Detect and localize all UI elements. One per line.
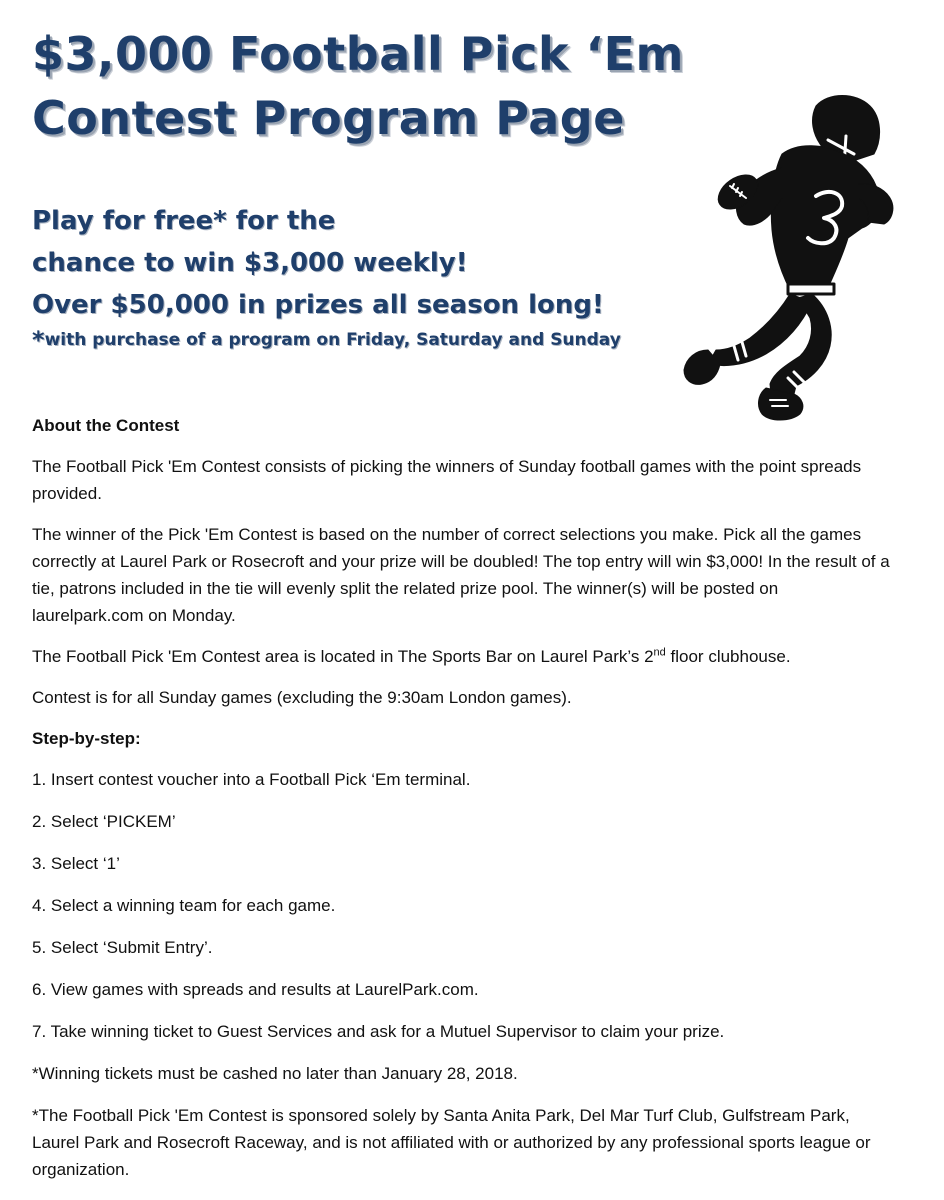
cash-deadline-note: *Winning tickets must be cashed no later than January 28, 2018. (32, 1064, 518, 1083)
step-item: 4. Select a winning team for each game. (32, 896, 336, 915)
about-paragraph-2: The winner of the Pick 'Em Contest is based on the number of correct selections you make. Pick all the games correctly at Laurel Park or Rosecroft and your prize will be doubled! The top entry will win $3,000! In the result of a tie, patrons included in the tie will evenly split the related prize pool. The winner(s) will be posted on laurelpark.com on Monday. (32, 525, 890, 625)
promo-line-1: Play for free* for the (32, 206, 336, 236)
promo-footnote-text: with purchase of a program on Friday, Saturday and Sunday (44, 330, 621, 350)
steps-list (32, 766, 892, 1087)
title-line-2: Contest Program Page (32, 91, 625, 145)
step-item: 1. Insert contest voucher into a Football Pick ‘Em terminal. (32, 770, 471, 789)
step-item: 6. View games with spreads and results at LaurelPark.com. (32, 980, 479, 999)
step-item: 3. Select ‘1’ (32, 854, 120, 873)
ordinal-suffix: nd (653, 646, 666, 659)
step-item: 5. Select ‘Submit Entry’. (32, 938, 213, 957)
football-player-icon (678, 88, 898, 424)
about-paragraph-4: Contest is for all Sunday games (excluding the 9:30am London games). (32, 688, 572, 707)
step-item: 7. Take winning ticket to Guest Services and ask for a Mutuel Supervisor to claim your prize. (32, 1022, 725, 1041)
about-paragraph-3-end: floor clubhouse. (665, 647, 791, 666)
about-paragraph-3-text: The Football Pick 'Em Contest area is located in The Sports Bar on Laurel Park’s 2 (32, 647, 654, 666)
about-paragraph-1: The Football Pick 'Em Contest consists of picking the winners of Sunday football games with the point spreads provided. (32, 457, 862, 503)
contest-content (32, 412, 892, 1197)
promo-block (32, 200, 692, 352)
about-paragraph-3 (32, 643, 892, 670)
promo-line-3: Over $50,000 in prizes all season long! (32, 290, 604, 320)
promo-line-2: chance to win $3,000 weekly! (32, 248, 468, 278)
about-heading: About the Contest (32, 416, 180, 435)
step-item: 2. Select ‘PICKEM’ (32, 812, 176, 831)
promo-footnote (32, 328, 692, 352)
promo-footnote-star: * (32, 326, 45, 354)
steps-heading: Step-by-step: (32, 729, 141, 748)
page-title (32, 22, 732, 150)
title-line-1: $3,000 Football Pick ‘Em (32, 27, 684, 81)
sponsor-disclaimer: *The Football Pick 'Em Contest is sponsored solely by Santa Anita Park, Del Mar Turf Club, Gulfstream Park, Laurel Park and Rosecroft Raceway, and is not affiliated with or authorized by any professional sports league or organization. (32, 1106, 871, 1179)
